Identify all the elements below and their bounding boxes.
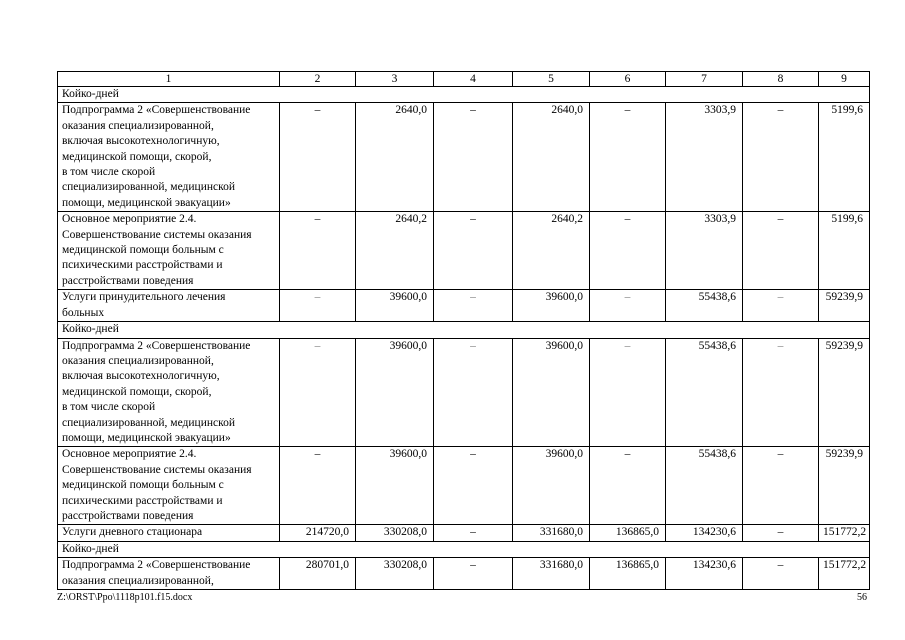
empty-value: – [280, 338, 356, 447]
table-row [58, 558, 870, 590]
page-number: 56 [857, 592, 867, 603]
value-cell: 151772,2 [819, 558, 870, 590]
empty-value: – [743, 103, 819, 212]
value-cell: 59239,9 [819, 447, 870, 525]
value-cell: 39600,0 [513, 290, 590, 322]
value-cell: 55438,6 [666, 338, 743, 447]
unit-label: Койко-дней [58, 322, 870, 338]
row-label: Основное мероприятие 2.4. Совершенствование системы оказания медицинской помощи больным с психическими расстройствами и расстройствами поведения [58, 447, 280, 525]
value-cell: 331680,0 [513, 525, 590, 541]
column-number: 3 [356, 72, 434, 87]
empty-value: – [280, 290, 356, 322]
column-number: 6 [590, 72, 666, 87]
empty-value: – [743, 212, 819, 290]
value-cell: 136865,0 [590, 558, 666, 590]
empty-value: – [743, 447, 819, 525]
value-cell: 39600,0 [513, 338, 590, 447]
empty-value: – [434, 290, 513, 322]
empty-value: – [434, 212, 513, 290]
value-cell: 151772,2 [819, 525, 870, 541]
table-body [58, 72, 870, 590]
value-cell: 134230,6 [666, 558, 743, 590]
unit-label: Койко-дней [58, 541, 870, 557]
value-cell: 59239,9 [819, 290, 870, 322]
row-label: Подпрограмма 2 «Совершенствование оказания специализированной, включая высокотехнологичную, медицинской помощи, скорой, в том числе скорой специализированной, медицинской помощи, медицинской эвакуации» [58, 338, 280, 447]
table-row [58, 212, 870, 290]
value-cell: 2640,0 [513, 103, 590, 212]
empty-value: – [590, 290, 666, 322]
empty-value: – [743, 525, 819, 541]
value-cell: 136865,0 [590, 525, 666, 541]
empty-value: – [743, 558, 819, 590]
table-row [58, 290, 870, 322]
budget-table [57, 71, 870, 590]
column-number: 4 [434, 72, 513, 87]
value-cell: 2640,2 [356, 212, 434, 290]
value-cell: 59239,9 [819, 338, 870, 447]
value-cell: 331680,0 [513, 558, 590, 590]
value-cell: 55438,6 [666, 447, 743, 525]
column-number: 1 [58, 72, 280, 87]
empty-value: – [434, 447, 513, 525]
column-number: 2 [280, 72, 356, 87]
empty-value: – [434, 338, 513, 447]
value-cell: 5199,6 [819, 103, 870, 212]
value-cell: 214720,0 [280, 525, 356, 541]
file-path: Z:\ORST\Ppo\1118p101.f15.docx [57, 592, 193, 603]
unit-row [58, 541, 870, 557]
value-cell: 280701,0 [280, 558, 356, 590]
value-cell: 5199,6 [819, 212, 870, 290]
value-cell: 3303,9 [666, 103, 743, 212]
unit-label: Койко-дней [58, 87, 870, 103]
value-cell: 55438,6 [666, 290, 743, 322]
table-row [58, 525, 870, 541]
value-cell: 39600,0 [513, 447, 590, 525]
row-label: Подпрограмма 2 «Совершенствование оказания специализированной, включая высокотехнологичную, медицинской помощи, скорой, в том числе скорой специализированной, медицинской помощи, медицинской эвакуации» [58, 103, 280, 212]
table-row [58, 103, 870, 212]
row-label: Услуги принудительного лечения больных [58, 290, 280, 322]
value-cell: 2640,2 [513, 212, 590, 290]
column-number: 9 [819, 72, 870, 87]
empty-value: – [590, 103, 666, 212]
empty-value: – [590, 212, 666, 290]
unit-row [58, 322, 870, 338]
unit-row [58, 87, 870, 103]
value-cell: 2640,0 [356, 103, 434, 212]
empty-value: – [434, 103, 513, 212]
empty-value: – [743, 290, 819, 322]
table-row [58, 338, 870, 447]
row-label: Услуги дневного стационара [58, 525, 280, 541]
column-number: 7 [666, 72, 743, 87]
value-cell: 39600,0 [356, 447, 434, 525]
empty-value: – [590, 447, 666, 525]
empty-value: – [590, 338, 666, 447]
empty-value: – [280, 103, 356, 212]
empty-value: – [280, 447, 356, 525]
empty-value: – [434, 558, 513, 590]
value-cell: 39600,0 [356, 338, 434, 447]
value-cell: 3303,9 [666, 212, 743, 290]
empty-value: – [280, 212, 356, 290]
column-number: 5 [513, 72, 590, 87]
table-row [58, 447, 870, 525]
value-cell: 134230,6 [666, 525, 743, 541]
row-label: Подпрограмма 2 «Совершенствование оказания специализированной, [58, 558, 280, 590]
table-header-row [58, 72, 870, 87]
value-cell: 330208,0 [356, 558, 434, 590]
empty-value: – [743, 338, 819, 447]
empty-value: – [434, 525, 513, 541]
column-number: 8 [743, 72, 819, 87]
row-label: Основное мероприятие 2.4. Совершенствование системы оказания медицинской помощи больным с психическими расстройствами и расстройствами поведения [58, 212, 280, 290]
value-cell: 330208,0 [356, 525, 434, 541]
value-cell: 39600,0 [356, 290, 434, 322]
